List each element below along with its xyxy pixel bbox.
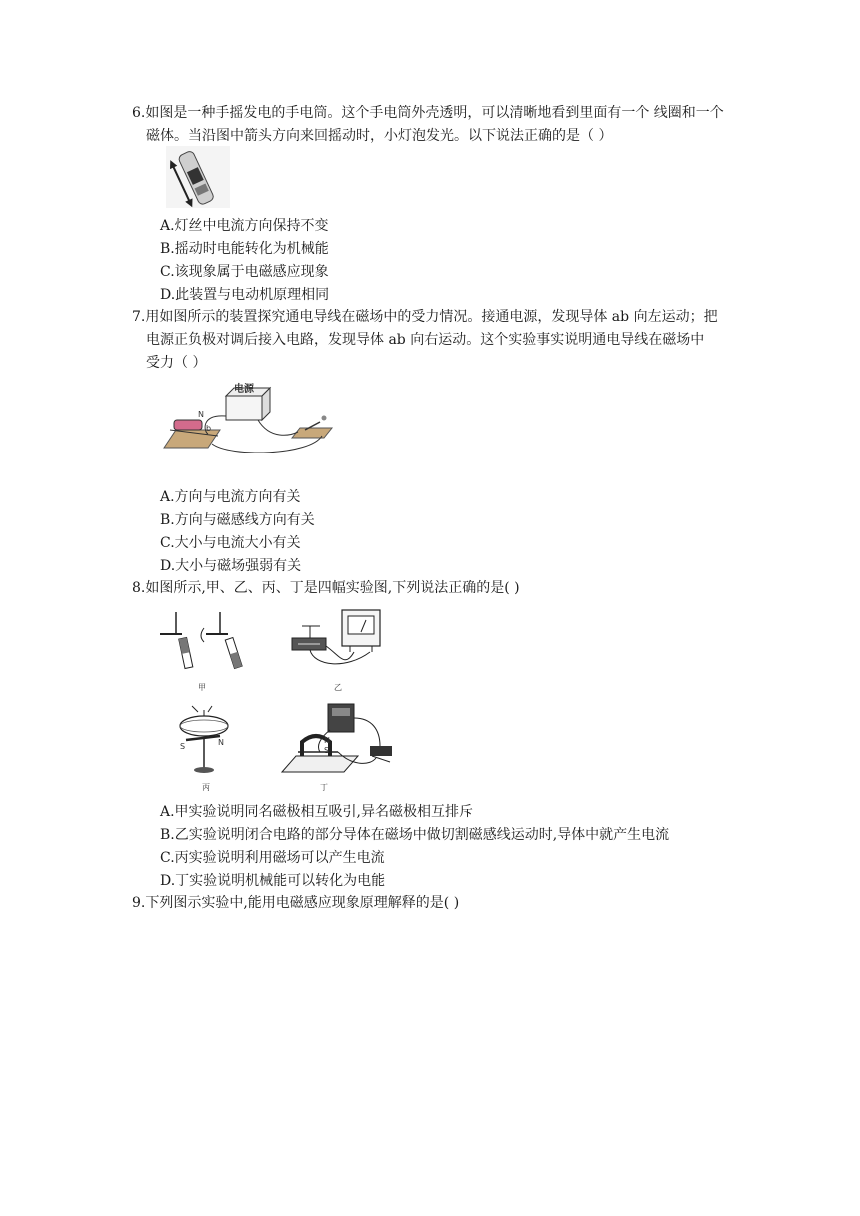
question-7-stem-line-1: 7.用如图所示的装置探究通电导线在磁场中的受力情况。接通电源，发现导体 ab 向左运动；把 — [132, 309, 718, 325]
question-8-option-b: B.乙实验说明闭合电路的部分导体在磁场中做切割磁感线运动时,导体中就产生电流 — [160, 827, 670, 843]
flashlight-figure — [166, 146, 230, 208]
experiment-ding-figure — [280, 700, 400, 792]
question-6-option-c: C.该现象属于电磁感应现象 — [160, 264, 329, 280]
motor-effect-apparatus-figure — [160, 378, 335, 453]
question-6-stem-line-1: 6.如图是一种手摇发电的手电筒。这个手电筒外壳透明，可以清晰地看到里面有一个 线圈和一个 — [132, 105, 724, 121]
question-7-stem-line-2: 电源正负极对调后接入电路，发现导体 ab 向右运动。这个实验事实说明通电导线在磁场中 — [146, 332, 705, 348]
question-6-stem-line-2: 磁体。当沿图中箭头方向来回摇动时，小灯泡发光。以下说法正确的是（ ） — [146, 128, 613, 144]
question-6-option-b: B.摇动时电能转化为机械能 — [160, 241, 329, 257]
question-7-option-a: A.方向与电流方向有关 — [160, 489, 301, 505]
question-7-option-c: C.大小与电流大小有关 — [160, 535, 301, 551]
experiment-jia-figure — [158, 608, 248, 692]
question-7-stem-line-3: 受力（ ） — [146, 355, 207, 371]
question-7-option-d: D.大小与磁场强弱有关 — [160, 558, 302, 574]
experiment-yi-label: 乙 — [334, 683, 342, 692]
question-7-option-b: B.方向与磁感线方向有关 — [160, 512, 315, 528]
experiment-ding-n-label: N — [324, 736, 330, 745]
experiment-bing-n-label: N — [218, 738, 224, 747]
experiment-yi-figure — [290, 608, 385, 692]
question-8-stem-line-1: 8.如图所示,甲、乙、丙、丁是四幅实验图,下列说法正确的是( ) — [132, 580, 520, 596]
question-6-option-d: D.此装置与电动机原理相同 — [160, 287, 330, 303]
experiment-bing-label: 丙 — [202, 783, 210, 792]
experiment-bing-figure — [172, 704, 242, 790]
experiment-bing-s-label: S — [180, 742, 186, 751]
question-8-option-a: A.甲实验说明同名磁极相互吸引,异名磁极相互排斥 — [160, 804, 474, 820]
conductor-b-label: b — [206, 424, 212, 433]
question-8-option-d: D.丁实验说明机械能可以转化为电能 — [160, 873, 386, 889]
experiment-ding-label: 丁 — [320, 783, 328, 792]
experiment-jia-label: 甲 — [198, 683, 206, 692]
experiment-ding-s-label: S — [324, 746, 330, 755]
question-8-option-c: C.丙实验说明利用磁场可以产生电流 — [160, 850, 385, 866]
power-supply-label: 电源 — [234, 384, 254, 395]
question-9-stem-line-1: 9.下列图示实验中,能用电磁感应现象原理解释的是( ) — [132, 895, 460, 911]
north-pole-label: N — [198, 410, 204, 419]
question-6-option-a: A.灯丝中电流方向保持不变 — [160, 218, 329, 234]
